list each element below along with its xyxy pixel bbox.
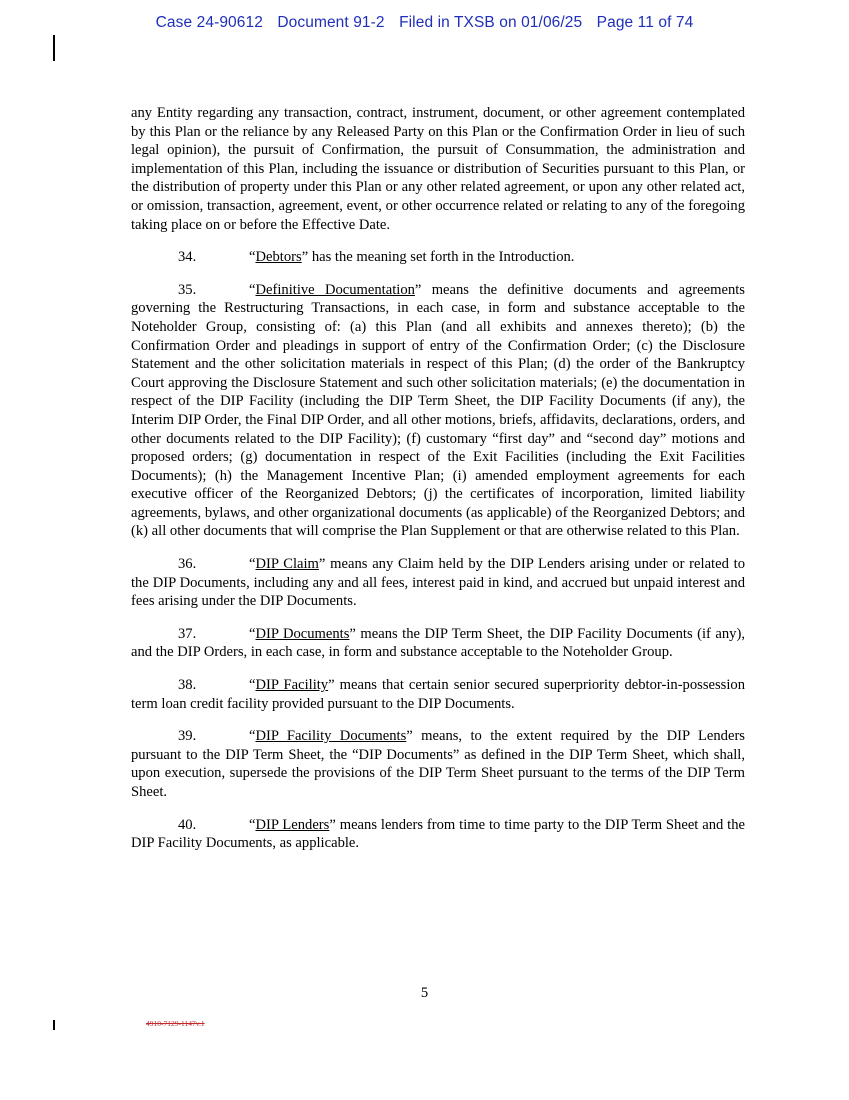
definition-number: 36.	[178, 556, 197, 573]
filing-header	[0, 14, 849, 32]
document-number: Document 91-2	[277, 14, 385, 31]
page-count: Page 11 of 74	[596, 14, 694, 31]
defined-term: Debtors	[255, 249, 302, 266]
definition-34	[131, 248, 745, 267]
definition-37	[131, 625, 745, 662]
definition-38	[131, 676, 745, 713]
open-quote: “	[249, 556, 256, 573]
open-quote: “	[249, 625, 256, 642]
definition-number: 37.	[178, 625, 197, 642]
open-quote: “	[249, 816, 256, 833]
definition-text: ” means lenders from time to time party to the DIP Term Sheet and the DIP Facility Documents, as applicable.	[131, 816, 746, 852]
definition-text: ” means any Claim held by the DIP Lenders arising under or related to the DIP Documents, including any and all fees, interest paid in kind, and accrued but unpaid interest and fees arising under the DIP Documents.	[131, 556, 745, 610]
definition-35	[131, 281, 745, 541]
defined-term: DIP Documents	[255, 625, 350, 642]
intro-paragraph: any Entity regarding any transaction, contract, instrument, document, or other agreement contemplated by this Plan or the reliance by any Released Party on this Plan or the Confirmation Order in lieu of such legal opinion), the pursuit of Confirmation, the pursuit of Consummation, the administration and implementation of this Plan, including the issuance or distribution of Securities pursuant to this Plan, or the distribution of property under this Plan or any other related agreement, or upon any other related act, or omission, transaction, agreement, event, or other occurrence related or relating to any of the foregoing taking place on or before the Effective Date.	[131, 105, 745, 233]
definition-36	[131, 555, 745, 611]
definition-number: 38.	[178, 677, 197, 694]
case-number: Case 24-90612	[155, 14, 263, 31]
document-id: 4910-7129-1147v.1	[146, 1019, 205, 1028]
page-number: 5	[420, 985, 429, 1001]
definition-number: 35.	[178, 281, 197, 298]
defined-term: DIP Facility	[255, 677, 329, 694]
filed-info: Filed in TXSB on 01/06/25	[399, 14, 583, 31]
document-body	[131, 104, 745, 867]
open-quote: “	[249, 249, 256, 266]
open-quote: “	[249, 677, 256, 694]
defined-term: DIP Facility Documents	[255, 728, 407, 745]
definition-text: ” has the meaning set forth in the Introduction.	[301, 249, 575, 266]
open-quote: “	[249, 281, 256, 298]
definition-number: 40.	[178, 816, 197, 833]
revision-bar-top	[53, 35, 55, 61]
defined-term: DIP Claim	[255, 556, 319, 573]
definition-text: ” means the definitive documents and agreements governing the Restructuring Transactions, in each case, in form and substance acceptable to the Noteholder Group, consisting of: (a) this Plan (and all exhibits and annexes thereto); (b) the Confirmation Order and pleadings in support of entry of the Confirmation Order; (c) the Disclosure Statement and the other solicitation materials in respect of this Plan; (d) the order of the Bankruptcy Court approving the Disclosure Statement and such other solicitation materials; (e) the documentation in respect of the DIP Facility (including the DIP Term Sheet, the DIP Facility Documents (if any), the Interim DIP Order, the Final DIP Order, and all other motions, briefs, affidavits, declarations, orders, and other documents related to the DIP Facility); (f) customary “first day” and “second day” motions and proposed orders; (g) documentation in respect of the Exit Facilities (including the Exit Facilities Documents); (h) the Management Incentive Plan; (i) amended employment agreements for each executive officer of the Reorganized Debtors; (j) the certificates of incorporation, limited liability agreements, bylaws, and other organizational documents (as applicable) of the Reorganized Debtors; and (k) all other documents that will comprise the Plan Supplement or that are otherwise related to this Plan.	[131, 281, 745, 540]
definition-40	[131, 816, 745, 853]
revision-bar-bottom	[53, 1020, 55, 1030]
definition-text: ” means, to the extent required by the DIP Lenders pursuant to the DIP Term Sheet, the “DIP Documents” as defined in the DIP Term Sheet, which shall, upon execution, supersede the provisions of the DIP Term Sheet pursuant to the terms of the DIP Term Sheet.	[131, 728, 745, 800]
definition-39	[131, 727, 745, 801]
definition-text: ” means that certain senior secured superpriority debtor-in-possession term loan credit facility provided pursuant to the DIP Documents.	[131, 677, 745, 712]
definition-text: ” means the DIP Term Sheet, the DIP Facility Documents (if any), and the DIP Orders, in each case, in form and substance acceptable to the Noteholder Group.	[131, 625, 745, 661]
defined-term: Definitive Documentation	[255, 281, 415, 298]
defined-term: DIP Lenders	[255, 816, 330, 833]
definition-number: 39.	[178, 728, 197, 745]
definition-number: 34.	[178, 249, 197, 266]
open-quote: “	[249, 728, 256, 745]
